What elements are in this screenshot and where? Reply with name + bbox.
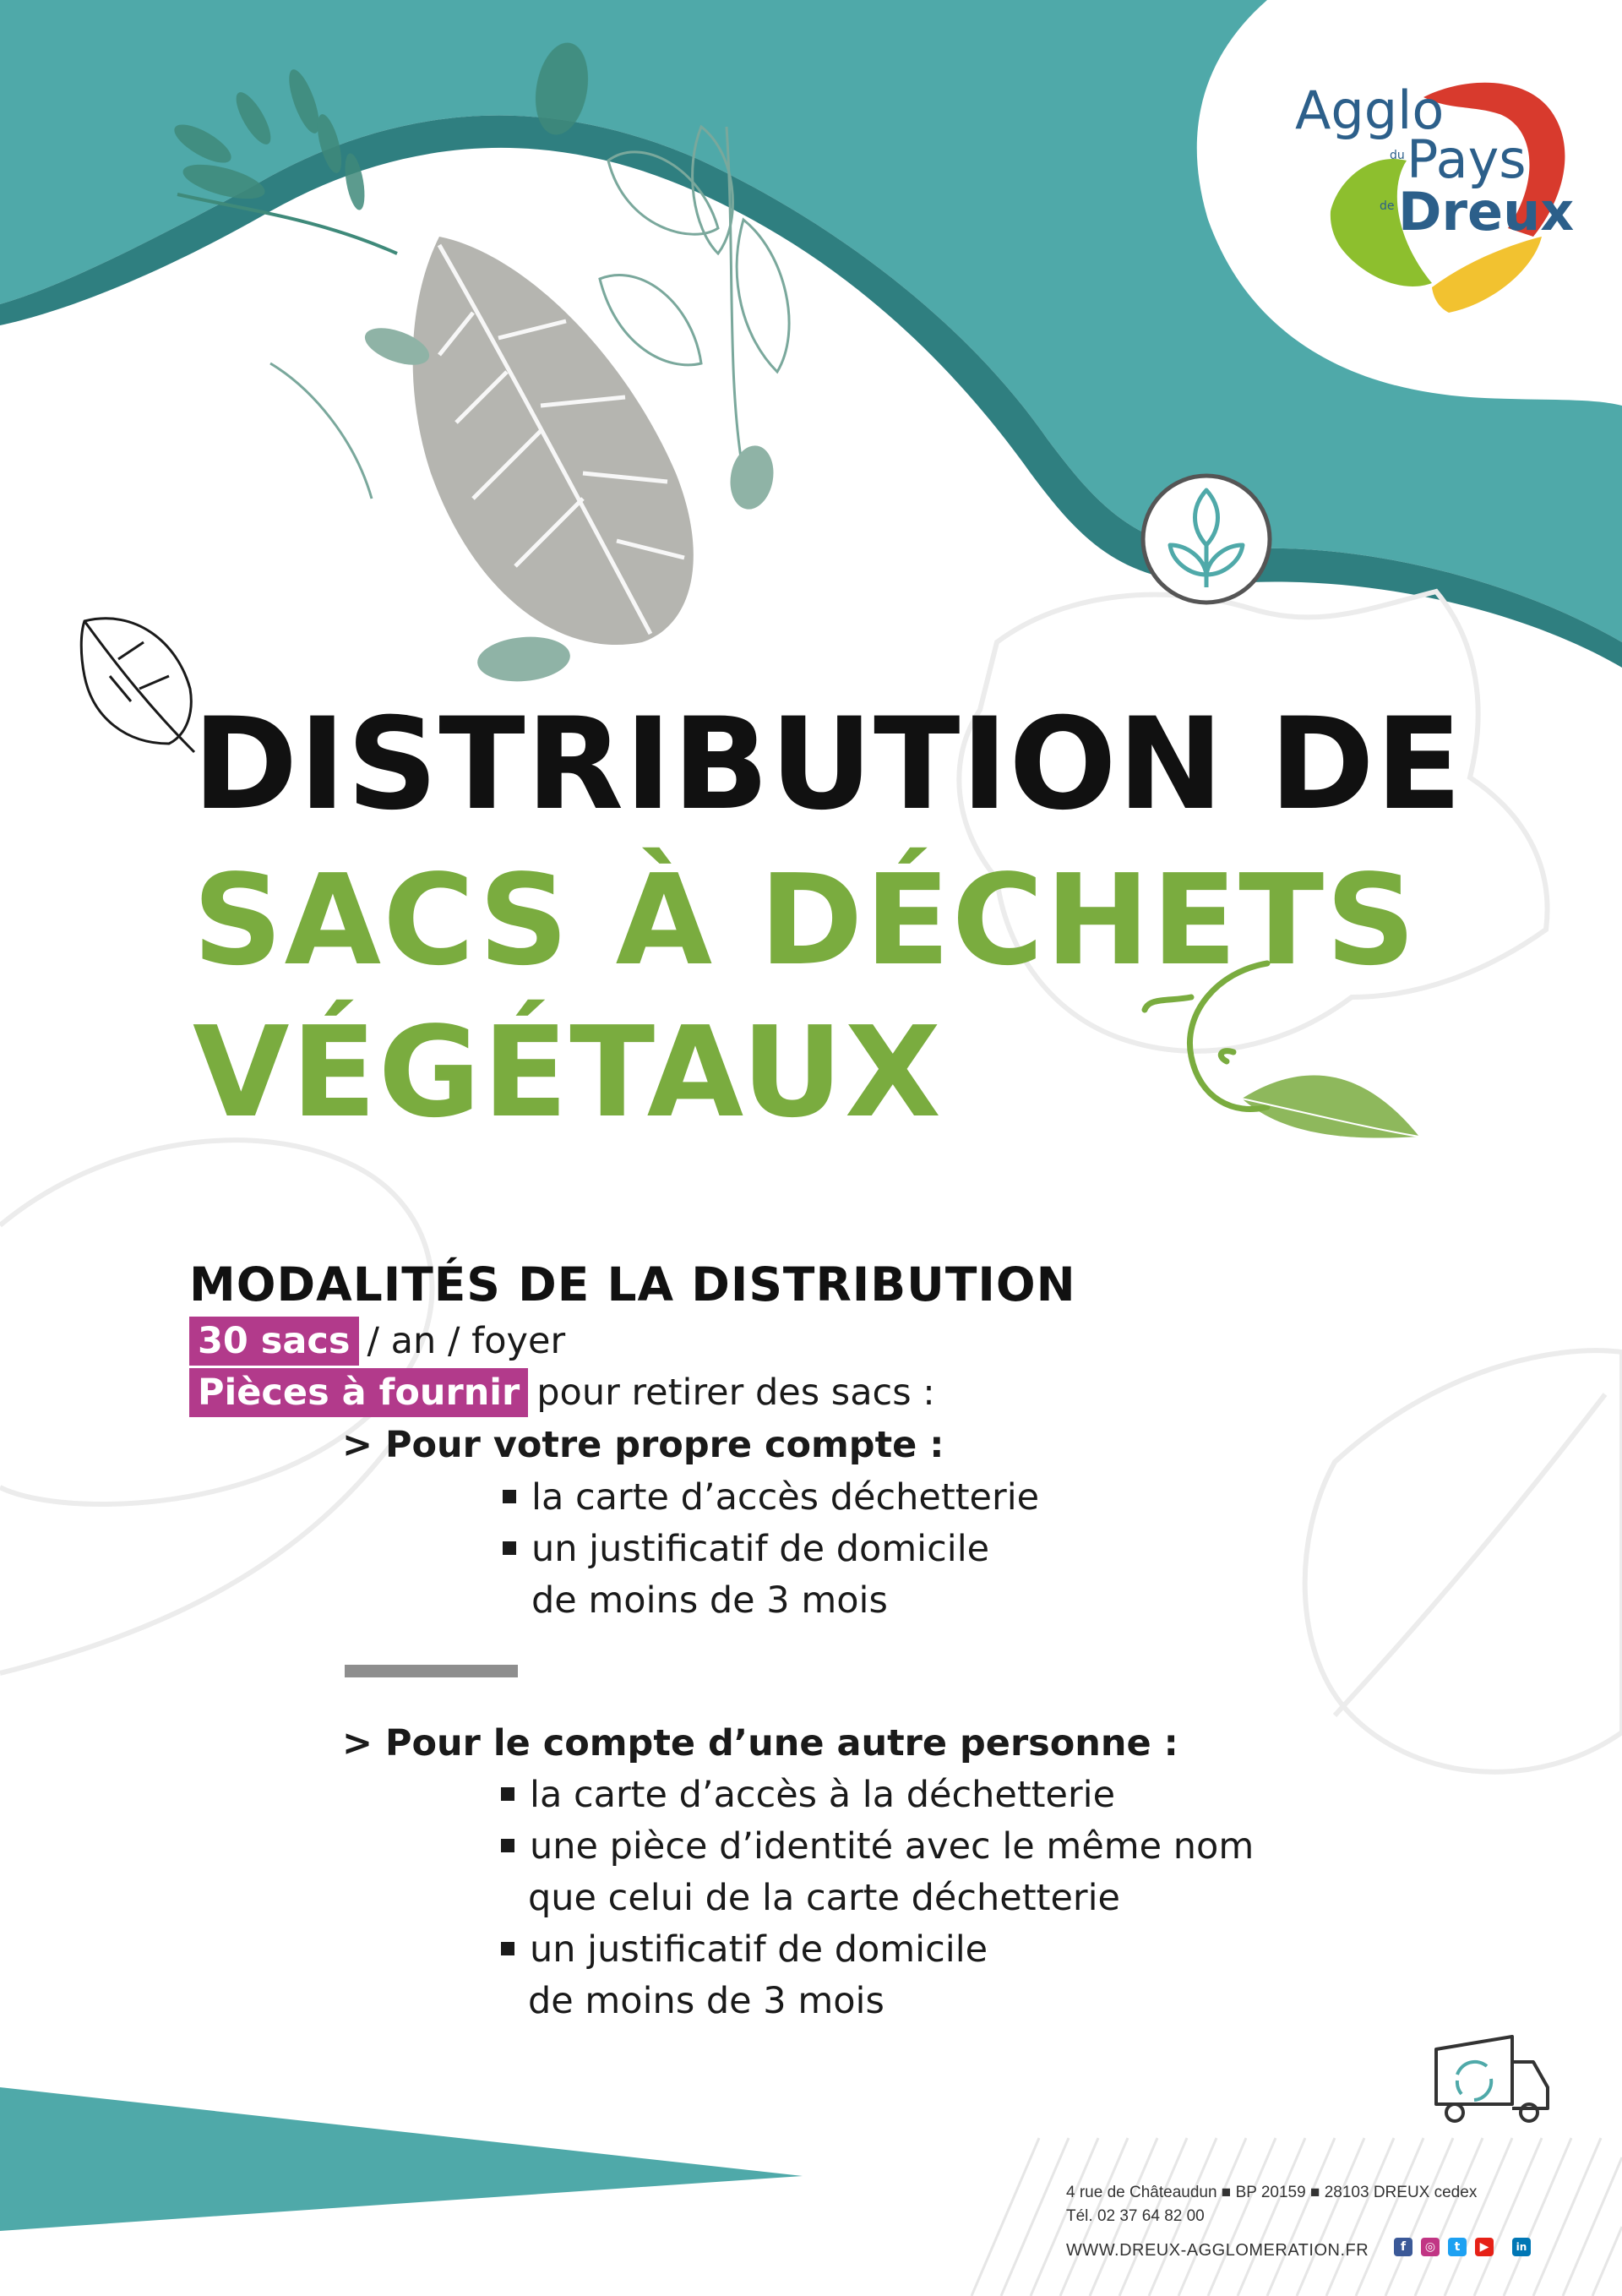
title-line-2: SACS À DÉCHETS — [193, 848, 1418, 993]
logo-de: de — [1380, 199, 1395, 213]
footer-address: 4 rue de Châteaudun ■ BP 20159 ■ 28103 DREUX cedex — [1066, 2184, 1478, 2201]
bullet-icon — [501, 1839, 514, 1852]
facebook-icon[interactable]: f — [1394, 2238, 1412, 2256]
bottom-teal-triangle — [0, 2087, 803, 2231]
logo-agglo: Agglo — [1295, 79, 1445, 141]
quota-rest: / an / foyer — [367, 1320, 566, 1362]
twitter-icon[interactable]: t — [1448, 2238, 1467, 2256]
agglo-pays-de-dreux-logo — [1212, 51, 1601, 338]
footer-website-link[interactable]: WWW.DREUX-AGGLOMERATION.FR — [1066, 2241, 1369, 2260]
list-item: la carte d’accès à la déchetterie — [501, 1770, 1115, 1820]
youtube-icon[interactable]: ▶ — [1475, 2238, 1494, 2256]
logo-pays: Pays — [1407, 128, 1527, 190]
docs-rest: pour retirer des sacs : — [536, 1372, 935, 1414]
list-item-continuation: de moins de 3 mois — [528, 1980, 884, 2022]
logo-yellow-swoosh — [1432, 237, 1542, 313]
bullet-icon — [501, 1787, 514, 1801]
list-item: un justificatif de domicile — [503, 1524, 989, 1574]
docs-line — [189, 1367, 935, 1418]
quota-highlight: 30 sacs — [189, 1317, 359, 1366]
bullet-icon — [501, 1942, 514, 1955]
section-divider — [345, 1665, 518, 1677]
recycling-truck-icon — [1436, 2037, 1548, 2121]
logo-du: du — [1390, 149, 1405, 162]
sprout-badge — [1143, 476, 1270, 603]
linkedin-icon[interactable]: in — [1512, 2238, 1531, 2256]
bullet-icon — [503, 1541, 516, 1555]
list-item-continuation: que celui de la carte déchetterie — [528, 1877, 1120, 1919]
list-item: une pièce d’identité avec le même nom — [501, 1821, 1254, 1872]
docs-highlight: Pièces à fournir — [189, 1368, 528, 1417]
other-account-heading: > Pour le compte d’une autre personne : — [342, 1722, 1178, 1764]
list-item: un justificatif de domicile — [501, 1924, 988, 1975]
logo-dreux: Dreux — [1398, 181, 1575, 243]
list-item: la carte d’accès déchetterie — [503, 1472, 1039, 1523]
title-line-1: DISTRIBUTION DE — [193, 691, 1463, 838]
quota-line — [189, 1316, 565, 1366]
instagram-icon[interactable]: ◎ — [1421, 2238, 1440, 2256]
title-line-3: VÉGÉTAUX — [193, 1000, 943, 1145]
footer-phone: Tél. 02 37 64 82 00 — [1066, 2207, 1205, 2225]
bullet-icon — [503, 1490, 516, 1503]
list-item-continuation: de moins de 3 mois — [531, 1579, 888, 1622]
own-account-heading: > Pour votre propre compte : — [342, 1424, 944, 1466]
modalities-heading: MODALITÉS DE LA DISTRIBUTION — [189, 1257, 1076, 1312]
